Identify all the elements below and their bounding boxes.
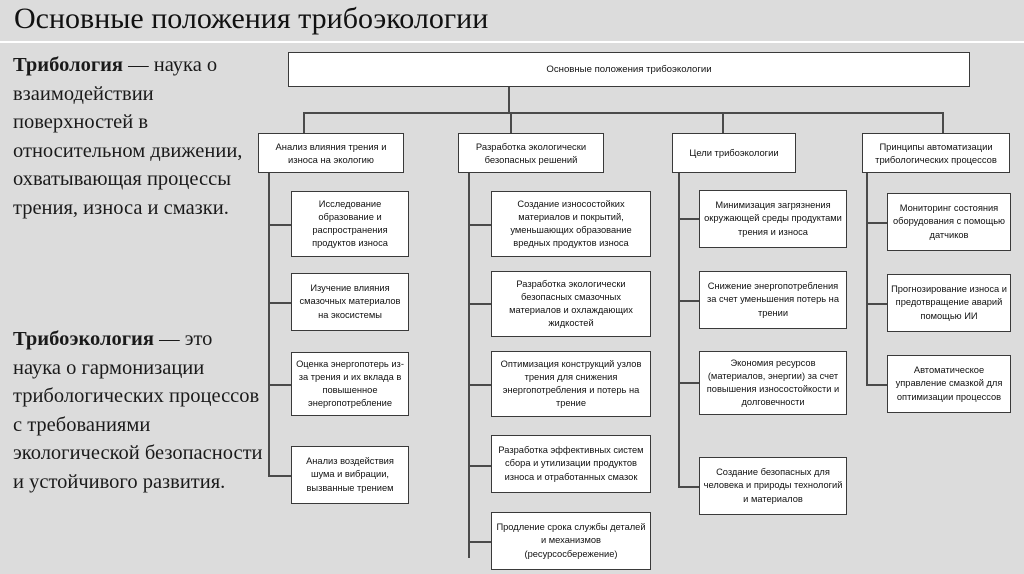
diagram-leaf-2-4: Разработка эффективных систем сбора и утилизации продуктов износа и отработанных смазок bbox=[491, 435, 651, 493]
diagram-branch-node-1: Анализ влияния трения и износа на экологию bbox=[258, 133, 404, 173]
diagram-branch-node-4: Принципы автоматизации трибологических процессов bbox=[862, 133, 1010, 173]
diagram-leaf-1-3: Оценка энергопотерь из-за трения и их вклада в повышенное энергопотребление bbox=[291, 352, 409, 416]
connector-branch-2-stub-3 bbox=[468, 384, 492, 386]
connector-root-trunk bbox=[508, 87, 510, 113]
side-note-tribology bbox=[13, 51, 265, 222]
diagram-branch-node-2: Разработка экологически безопасных решений bbox=[458, 133, 604, 173]
diagram-leaf-2-5: Продление срока службы деталей и механизмов (ресурсосбережение) bbox=[491, 512, 651, 570]
connector-bus-to-branch-3 bbox=[722, 112, 724, 134]
connector-branch-1-stub-1 bbox=[268, 224, 292, 226]
connector-branch-1-stub-3 bbox=[268, 384, 292, 386]
connector-branch-3-stub-4 bbox=[678, 486, 700, 488]
side-note-definition-triboecology: это наука о гармонизации трибологических процессов с требованиями экологической безопасности и устойчивого развития. bbox=[13, 328, 263, 493]
side-note-dash-2: — bbox=[153, 328, 185, 350]
connector-branch-4-spine bbox=[866, 173, 868, 386]
diagram-leaf-1-1: Исследование образование и распространения продуктов износа bbox=[291, 191, 409, 257]
connector-branch-2-stub-1 bbox=[468, 224, 492, 226]
connector-bus-to-branch-1 bbox=[303, 112, 305, 134]
connector-branch-4-stub-2 bbox=[866, 303, 888, 305]
diagram-leaf-3-1: Минимизация загрязнения окружающей среды продуктами трения и износа bbox=[699, 190, 847, 248]
page-title: Основные положения трибоэкологии bbox=[14, 2, 489, 35]
diagram-leaf-2-3: Оптимизация конструкций узлов трения для снижения энергопотребления и потерь на трение bbox=[491, 351, 651, 417]
connector-branch-2-spine bbox=[468, 173, 470, 558]
diagram-leaf-1-4: Анализ воздействия шума и вибрации, вызванные трением bbox=[291, 446, 409, 504]
side-note-triboecology bbox=[13, 325, 265, 496]
connector-branch-2-stub-4 bbox=[468, 465, 492, 467]
diagram-branch-node-3: Цели трибоэкологии bbox=[672, 133, 796, 173]
connector-branch-4-stub-3 bbox=[866, 384, 888, 386]
connector-bus-to-branch-2 bbox=[510, 112, 512, 134]
connector-branch-2-stub-5 bbox=[468, 541, 492, 543]
connector-root-bus bbox=[303, 112, 944, 114]
diagram-leaf-3-3: Экономия ресурсов (материалов, энергии) за счет повышения износостойкости и долговечности bbox=[699, 351, 847, 415]
side-note-term-tribology: Трибология bbox=[13, 54, 124, 76]
diagram-leaf-3-2: Снижение энергопотребления за счет уменьшения потерь на трении bbox=[699, 271, 847, 329]
diagram-leaf-4-2: Прогнозирование износа и предотвращение аварий помощью ИИ bbox=[887, 274, 1011, 332]
connector-branch-1-stub-4 bbox=[268, 475, 292, 477]
connector-branch-3-spine bbox=[678, 173, 680, 487]
diagram-leaf-1-2: Изучение влияния смазочных материалов на экосистемы bbox=[291, 273, 409, 331]
connector-branch-3-stub-2 bbox=[678, 300, 700, 302]
diagram-leaf-2-2: Разработка экологически безопасных смазочных материалов и охлаждающих жидкостей bbox=[491, 271, 651, 337]
connector-branch-3-stub-3 bbox=[678, 382, 700, 384]
connector-branch-1-spine bbox=[268, 173, 270, 476]
diagram-leaf-4-3: Автоматическое управление смазкой для оптимизации процессов bbox=[887, 355, 1011, 413]
connector-branch-4-stub-1 bbox=[866, 222, 888, 224]
title-divider bbox=[0, 41, 1024, 43]
diagram-root-node: Основные положения трибоэкологии bbox=[288, 52, 970, 87]
connector-branch-1-stub-2 bbox=[268, 302, 292, 304]
connector-bus-to-branch-4 bbox=[942, 112, 944, 134]
diagram-leaf-4-1: Мониторинг состояния оборудования с помощью датчиков bbox=[887, 193, 1011, 251]
connector-branch-2-stub-2 bbox=[468, 303, 492, 305]
diagram-leaf-3-4: Создание безопасных для человека и природы технологий и материалов bbox=[699, 457, 847, 515]
side-note-dash-1: — bbox=[123, 54, 154, 76]
side-note-definition-tribology: наука о взаимодействии поверхностей в относительном движении, охватывающая процессы трения, износа и смазки. bbox=[13, 54, 243, 219]
connector-branch-3-stub-1 bbox=[678, 218, 700, 220]
diagram-leaf-2-1: Создание износостойких материалов и покрытий, уменьшающих образование вредных продуктов износа bbox=[491, 191, 651, 257]
side-note-term-triboecology: Трибоэкология bbox=[13, 328, 154, 350]
